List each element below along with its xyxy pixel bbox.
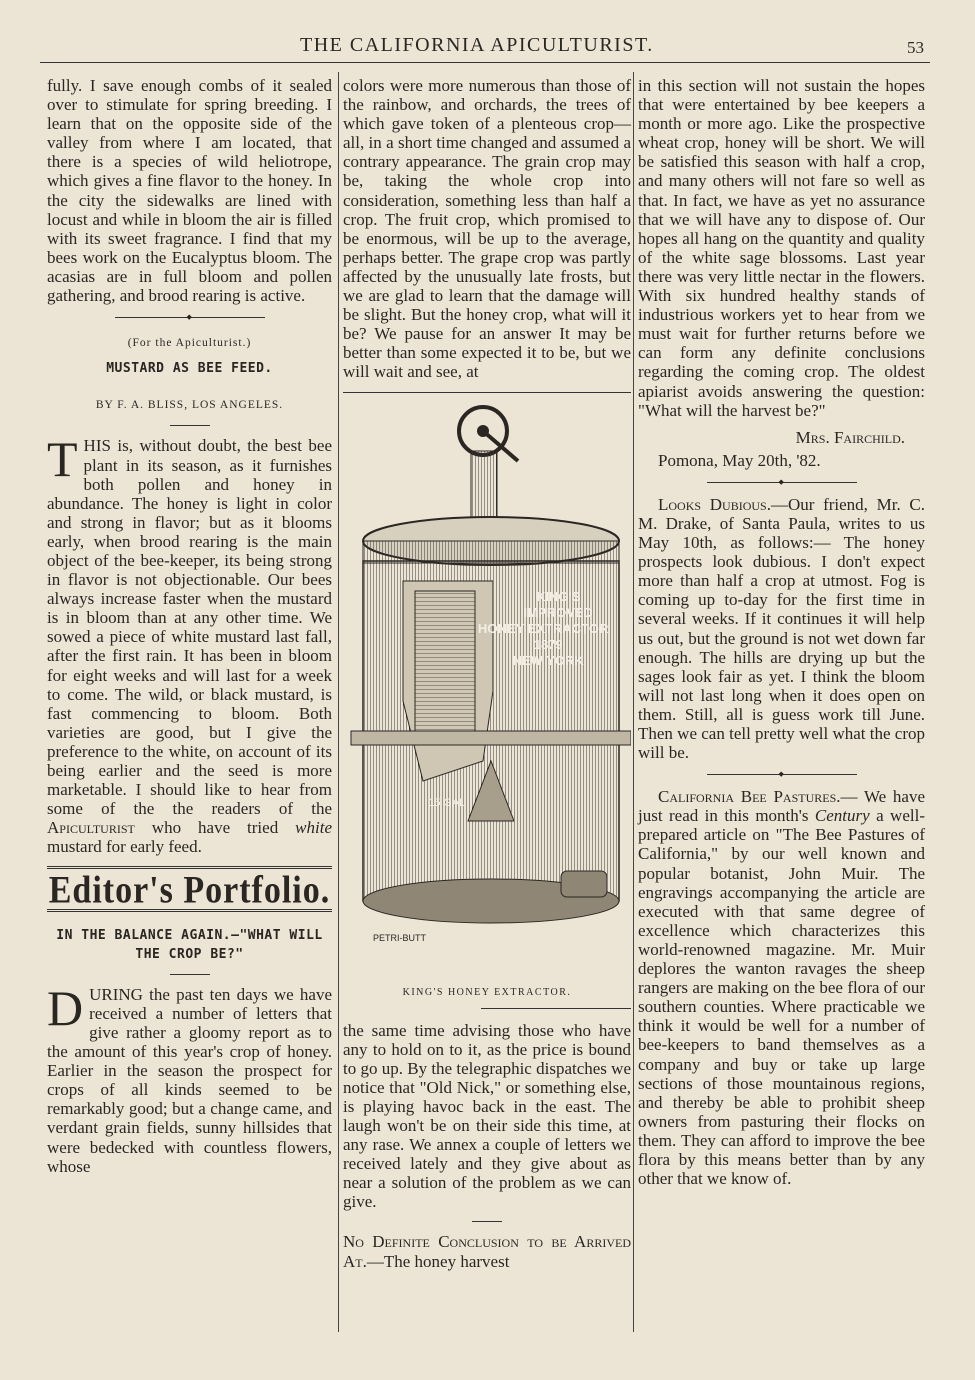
page-header <box>0 30 975 60</box>
col2-next-heading: No Definite Conclusion to be Arrived At. <box>343 1232 631 1271</box>
extractor-label-line-2: IMPROVED <box>523 604 593 620</box>
col2-next-text: —The honey harvest <box>366 1251 510 1271</box>
dateline: Pomona, May 20th, '82. <box>658 450 821 470</box>
figure-caption: KING'S HONEY EXTRACTOR. <box>402 986 572 998</box>
article-source: (For the Apiculturist.) <box>127 337 252 350</box>
editorial-rule <box>170 974 210 975</box>
header-rule <box>40 62 930 63</box>
article-text-end: mustard for early feed. <box>47 837 202 857</box>
section-banner: Editor's Portfolio. <box>48 869 331 913</box>
article-body <box>47 431 332 857</box>
figure-top-rule <box>343 392 631 393</box>
column-rule-2 <box>633 72 634 1332</box>
column-3 <box>638 76 925 1188</box>
col2-top-paragraph: colors were more numerous than those of the rainbow, and orchards, the trees of which gave token of a plenteous crop—all, in a short time changed and assumed a contrary appearance. The grain crop may be, taking the whole crop into consideration, something less than half a crop. The fruit crop, which promised to be enormous, will be up to the average, perhaps better. The grape crop was partly affected by the unusually late frosts, but we are glad to learn that the damage will be slight. But the honey crop, what will it be? We pause for an answer It may be better than some expected it to be, but we will wait and see, at <box>343 76 631 382</box>
column-rule-1 <box>338 72 339 1332</box>
column-1 <box>47 76 332 1176</box>
looks-dubious-heading: Looks Dubious. <box>658 494 771 514</box>
col2-next-article <box>343 1232 631 1270</box>
article-text: HIS is, without doubt, the best bee plant in its season, as it furnishes both pollen and honey in abundance. The honey is light in color and strong in flavor; but as it blooms early, when brood rearing is the main object of the bee-keeper, its being strong in flavor is not objectionable. Our bees always increase faster when the mustard is in bloom than at any other time. We sowed a piece of white mustard last fall, after the first rain. It has been in bloom for eight weeks and will last for a week to come. The wild, or black mustard, is fast commencing to bloom. Both varieties are good, but I give the preference to the white, on account of its being earlier and the seed is more marketable. I should like to hear from some of the the readers of the <box>47 436 332 819</box>
col3-divider-1: ◆ <box>707 482 857 483</box>
col3-divider-2: ◆ <box>707 774 857 775</box>
bee-pastures-heading: California Bee Pastures. <box>658 787 841 807</box>
article-text-emphasis: white <box>295 818 332 838</box>
base-maker-label: PETRI-BUTT <box>373 932 426 943</box>
extractor-label-line-3: HONEY EXTRACTOR <box>477 620 609 636</box>
col2-short-rule <box>472 1221 502 1222</box>
editorial-title: IN THE BALANCE AGAIN.—"WHAT WILL THE CROP BE?" <box>56 927 323 962</box>
article-text-smallcaps: Apiculturist <box>47 818 135 838</box>
bee-pastures-text-2: a well-prepared article on "The Bee Pastures of California," by our well known and popular botanist, John Muir. The engravings accompanying the article are executed with that same degree of excellence which characterizes this world-renowned magazine. Mr. Muir deplores the wanton ravages the sheep rangers are making on the bee flora of our southern counties. Where practicable we think it would be well for a number of bee-keepers to band themselves as a company and buy or take up large sections of those mountainous regions, and thereby be able to prohibit sheep owners from pasturing their flocks on them. They can afford to improve the bee flora by this means better than by any other that we know of. <box>638 806 925 1189</box>
bee-pastures-text-1: — We have just read in this month's <box>638 787 925 826</box>
col2-bottom-paragraph: the same time advising those who have any to hold on to it, as the price is bound to go up. By the telegraphic dispatches we notice that "Old Nick," or something else, is playing havoc back in the east. The laugh won't be on their side this time, at any rase. We annex a couple of letters we received lately and they give about as near a solution of the problem as we can give. <box>343 1020 631 1212</box>
extractor-label-line-1: KING'S <box>535 588 581 604</box>
dropcap: T <box>47 431 78 488</box>
column-2 <box>343 76 631 1271</box>
bee-pastures-paragraph <box>638 787 925 1188</box>
col3-paragraph-1: in this section will not sustain the hopes that were entertained by bee keepers a month or more ago. Like the prospective wheat crop, honey will be short. We will be satisfied this season with half a crop, and many others will not fare so well as that. In fact, we have as yet no assurance that we will have any to dispose of. Our hopes all hang on the quantity and quality of the white sage blossoms. Last year there was very little nectar in the flowers. With six hundred healthy stands of industrious workers yet to hear from we must wait for further returns before we can form any definite conclusions regarding the coming crop. The oldest apiarist avoids answering the question: "What will the harvest be?" <box>638 76 925 420</box>
journal-title: THE CALIFORNIA APICULTURIST. <box>300 34 654 56</box>
byline-rule <box>170 425 210 426</box>
bee-pastures-emphasis: Century <box>814 806 870 826</box>
editorial-text: URING the past ten days we have received a number of letters that give rather a gloomy report as to the amount of this year's crop of honey. Earlier in the season the prospect for crops of all kinds seemed to be remarkably good; but a change came, and verdant grain fields, sunny hillsides that were bedecked with countless flowers, whose <box>47 984 332 1176</box>
caption-rule <box>481 1008 631 1009</box>
article-byline: BY F. A. BLISS, LOS ANGELES. <box>95 399 284 412</box>
section-divider: ◆ <box>115 317 265 318</box>
tank-capacity-label: 15 GAL <box>428 796 466 809</box>
signature: Mrs. Fairchild. <box>795 427 905 447</box>
honey-extractor-illustration <box>343 401 631 1021</box>
editorial-body <box>47 979 332 1176</box>
looks-dubious-text: —Our friend, Mr. C. M. Drake, of Santa Paula, writes to us May 10th, as follows:— The honey prospects look dubious. I don't expect more than half a crop at utmost. Fog is coming up to-day for the first time in several weeks. If it continues it will help us out, but the ground is not wet down far enough. The hills are drying up but the sages look fair as yet. I think the bloom will not last long when it does open on them. Still, all is guess work till June. Then we can tell pretty well what the crop will be. <box>638 494 925 763</box>
extractor-label-line-4: 1879 <box>533 636 563 652</box>
page-number: 53 <box>907 38 924 57</box>
article-text-mid: who have tried <box>134 818 296 838</box>
continuation-paragraph: fully. I save enough combs of it sealed over to stimulate for spring breeding. I learn that on the opposite side of the valley from where I am located, that there is a species of wild heliotrope, which gives a fine flavor to the honey. In the city the sidewalks are lined with locust and while in bloom the air is filled with its sweet fragrance. I find that my bees work on the Eucalyptus bloom. The acasias are in full bloom and pollen gathering, and brood rearing is active. <box>47 76 332 306</box>
extractor-engraving <box>343 401 631 971</box>
editorial-dropcap: D <box>47 979 84 1036</box>
looks-dubious-paragraph <box>638 495 925 762</box>
extractor-label-line-5: NEW YORK <box>512 652 584 668</box>
article-title: MUSTARD AS BEE FEED. <box>106 361 273 377</box>
